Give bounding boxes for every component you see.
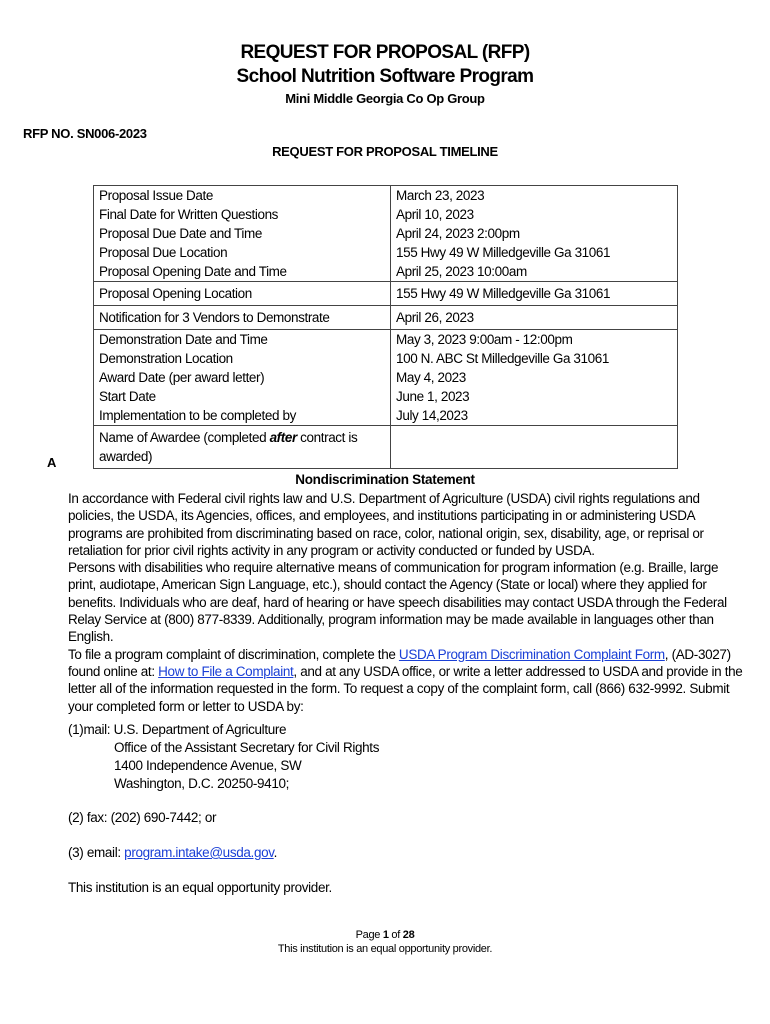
nondiscrimination-body xyxy=(68,490,748,715)
paragraph-disabilities: Persons with disabilities who require alternative means of communication for program information (e.g. Braille, large print, audiotape, American Sign Language, etc.), should contact the Agency (State or local) where they applied for benefits. Individuals who are deaf, hard of hearing or have speech disabilities may contact USDA through the Federal Relay Service at (800) 877-8339. Additionally, program information may be made available in languages other than English. xyxy=(68,560,727,645)
timeline-table xyxy=(93,185,678,469)
timeline-label: Proposal Opening Date and Time xyxy=(94,262,391,282)
complaint-text-mid: , (AD-3027) found online at: xyxy=(68,646,731,679)
mail-line: (1)mail: U.S. Department of Agriculture xyxy=(68,722,287,737)
timeline-label: Award Date (per award letter) xyxy=(94,368,391,387)
timeline-label: Final Date for Written Questions xyxy=(94,205,391,224)
timeline-title: REQUEST FOR PROPOSAL TIMELINE xyxy=(272,144,498,159)
timeline-value: 155 Hwy 49 W Milledgeville Ga 31061 xyxy=(391,282,678,306)
timeline-label: Demonstration Date and Time xyxy=(94,330,391,350)
table-row xyxy=(94,426,678,469)
equal-opportunity-statement: This institution is an equal opportunity provider. xyxy=(68,880,332,895)
table-row xyxy=(94,186,678,206)
of-word: of xyxy=(388,929,403,941)
timeline-value: April 26, 2023 xyxy=(391,306,678,330)
table-row xyxy=(94,282,678,306)
email-suffix: . xyxy=(273,845,278,860)
timeline-value: July 14,2023 xyxy=(391,406,678,426)
timeline-label: Proposal Due Location xyxy=(94,243,391,262)
table-row xyxy=(94,387,678,406)
mail-address-block xyxy=(68,721,379,793)
table-row xyxy=(94,349,678,368)
table-row xyxy=(94,243,678,262)
table-row xyxy=(94,262,678,282)
fax-line: (2) fax: (202) 690-7442; or xyxy=(68,810,217,825)
page-word: Page xyxy=(355,929,383,941)
email-link[interactable]: program.intake@usda.gov xyxy=(124,845,274,860)
mail-line: Office of the Assistant Secretary for Civil Rights xyxy=(114,740,380,755)
timeline-value xyxy=(391,426,678,469)
page-total: 28 xyxy=(402,929,415,941)
page-current: 1 xyxy=(382,929,389,941)
table-row xyxy=(94,406,678,426)
rfp-number: RFP NO. SN006-2023 xyxy=(23,126,147,141)
timeline-label: Implementation to be completed by xyxy=(94,406,391,426)
email-prefix: (3) email: xyxy=(68,845,125,860)
timeline-value: 100 N. ABC St Milledgeville Ga 31061 xyxy=(391,349,678,368)
title: REQUEST FOR PROPOSAL (RFP) xyxy=(240,42,530,63)
label-emphasis: after xyxy=(269,430,297,445)
subtitle: School Nutrition Software Program xyxy=(236,66,534,87)
mail-line: 1400 Independence Avenue, SW xyxy=(114,758,302,773)
timeline-value: April 25, 2023 10:00am xyxy=(391,262,678,282)
table-row xyxy=(94,224,678,243)
timeline-label: Start Date xyxy=(94,387,391,406)
mail-line: Washington, D.C. 20250-9410; xyxy=(114,776,290,791)
timeline-label: Notification for 3 Vendors to Demonstrate xyxy=(94,306,391,330)
table-row xyxy=(94,205,678,224)
timeline-label xyxy=(94,426,391,469)
timeline-value: March 23, 2023 xyxy=(391,186,678,206)
nondiscrimination-heading: Nondiscrimination Statement xyxy=(295,472,475,487)
table-row xyxy=(94,306,678,330)
paragraph-complaint xyxy=(68,646,748,715)
footer-statement: This institution is an equal opportunity provider. xyxy=(277,943,493,955)
timeline-label: Proposal Issue Date xyxy=(94,186,391,206)
email-line xyxy=(68,845,277,860)
how-to-file-link[interactable]: How to File a Complaint xyxy=(158,663,294,679)
stray-letter: A xyxy=(47,455,57,470)
table-row xyxy=(94,368,678,387)
label-pre: Name of Awardee (completed xyxy=(99,430,270,445)
timeline-value: April 24, 2023 2:00pm xyxy=(391,224,678,243)
timeline-label: Proposal Opening Location xyxy=(94,282,391,306)
timeline-value: 155 Hwy 49 W Milledgeville Ga 31061 xyxy=(391,243,678,262)
timeline-value: April 10, 2023 xyxy=(391,205,678,224)
complaint-text-post: , and at any USDA office, or write a letter addressed to USDA and provide in the letter all of the information requested in the form. To request a copy of the complaint form, call (866) 632-9992. Submit your completed form or letter to USDA by: xyxy=(68,663,743,714)
complaint-text-pre: To file a program complaint of discrimination, complete the xyxy=(68,646,399,662)
label-post: contract is awarded) xyxy=(99,430,358,464)
complaint-form-link[interactable]: USDA Program Discrimination Complaint Form xyxy=(398,646,665,662)
table-row xyxy=(94,330,678,350)
paragraph-civil-rights: In accordance with Federal civil rights law and U.S. Department of Agriculture (USDA) civil rights regulations and policies, the USDA, its Agencies, offices, and employees, and institutions participating in or administering USDA programs are prohibited from discriminating based on race, color, national origin, sex, disability, age, or reprisal or retaliation for prior civil rights activity in any program or activity conducted or funded by USDA. xyxy=(68,491,704,558)
timeline-label: Proposal Due Date and Time xyxy=(94,224,391,243)
timeline-value: June 1, 2023 xyxy=(391,387,678,406)
organization: Mini Middle Georgia Co Op Group xyxy=(285,91,485,106)
timeline-label: Demonstration Location xyxy=(94,349,391,368)
page-number xyxy=(0,929,770,941)
timeline-value: May 4, 2023 xyxy=(391,368,678,387)
timeline-value: May 3, 2023 9:00am - 12:00pm xyxy=(391,330,678,350)
